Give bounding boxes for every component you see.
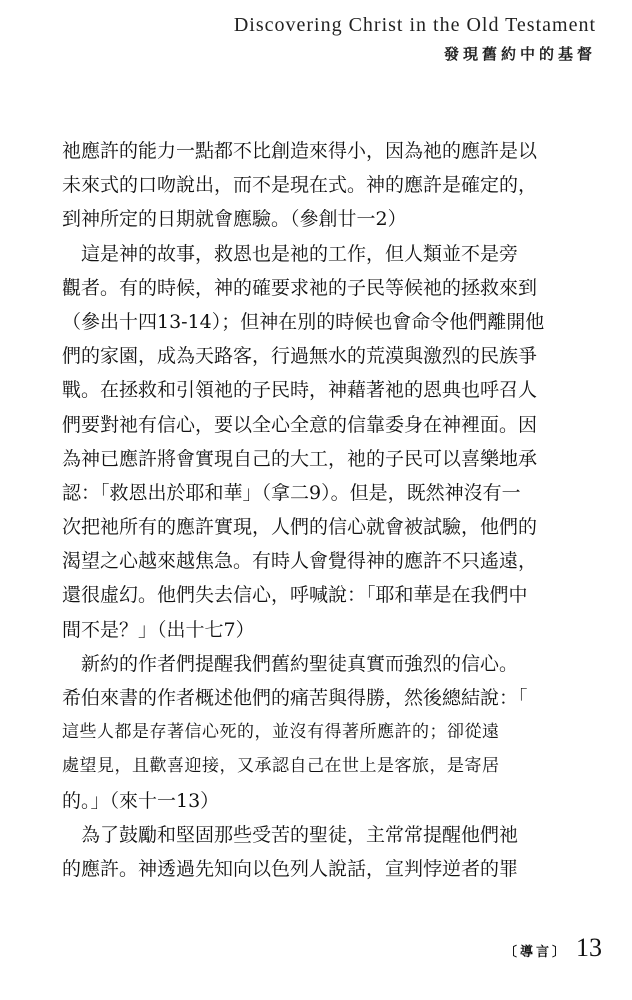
text-line: 為了鼓勵和堅固那些受苦的聖徒，主常常提醒他們祂 bbox=[62, 823, 519, 846]
text-line: 的。」（來十一13） bbox=[62, 789, 220, 812]
text-line: 們的家園，成為天路客，行過無水的荒漠與激烈的民族爭 bbox=[62, 345, 538, 368]
text-line: 還很虛幻。他們失去信心，呼喊說：「耶和華是在我們中 bbox=[62, 584, 528, 607]
text-line: 認：「救恩出於耶和華」（拿二9）。但是，既然神沒有一 bbox=[62, 481, 521, 504]
text-line: 們要對祂有信心，要以全心全意的信靠委身在神裡面。因 bbox=[62, 413, 538, 436]
quote-line: 這些人都是存著信心死的，並沒有得著所應許的；卻從遠 bbox=[62, 722, 500, 743]
text-line: 新約的作者們提醒我們舊約聖徒真實而強烈的信心。 bbox=[62, 652, 519, 675]
page-number: 13 bbox=[576, 933, 602, 962]
text-line: 戰。在拯救和引領祂的子民時，神藉著祂的恩典也呼召人 bbox=[62, 379, 538, 402]
running-header-english: Discovering Christ in the Old Testament bbox=[233, 14, 596, 36]
quote-line: 處望見，且歡喜迎接，又承認自己在世上是客旅，是寄居 bbox=[62, 756, 500, 777]
body-text bbox=[62, 134, 562, 886]
section-label: 〔導言〕 bbox=[503, 945, 568, 960]
text-line: 次把祂所有的應許實現，人們的信心就會被試驗，他們的 bbox=[62, 516, 538, 539]
text-line: 為神已應許將會實現自己的大工，祂的子民可以喜樂地承 bbox=[62, 447, 538, 470]
text-line: 間不是？」（出十七7） bbox=[62, 618, 255, 641]
text-line: 的應許。神透過先知向以色列人說話，宣判悖逆者的罪 bbox=[62, 857, 519, 880]
text-line: 這是神的故事，救恩也是祂的工作，但人類並不是旁 bbox=[62, 242, 519, 265]
text-line: 未來式的口吻說出，而不是現在式。神的應許是確定的， bbox=[62, 174, 538, 197]
text-line: （參出十四13-14）；但神在別的時候也會命令他們離開他 bbox=[62, 310, 545, 333]
text-line: 到神所定的日期就會應驗。（參創廿一2） bbox=[62, 208, 407, 231]
text-line: 渴望之心越來越焦急。有時人會覺得神的應許不只遙遠， bbox=[62, 550, 538, 573]
text-line: 祂應許的能力一點都不比創造來得小，因為祂的應許是以 bbox=[62, 140, 538, 162]
running-header-chinese: 發現舊約中的基督 bbox=[443, 45, 596, 63]
text-line: 希伯來書的作者概述他們的痛苦與得勝，然後總結說：「 bbox=[62, 687, 528, 709]
text-line: 觀者。有的時候，神的確要求祂的子民等候祂的拯救來到 bbox=[62, 276, 538, 299]
page-footer bbox=[504, 933, 602, 963]
